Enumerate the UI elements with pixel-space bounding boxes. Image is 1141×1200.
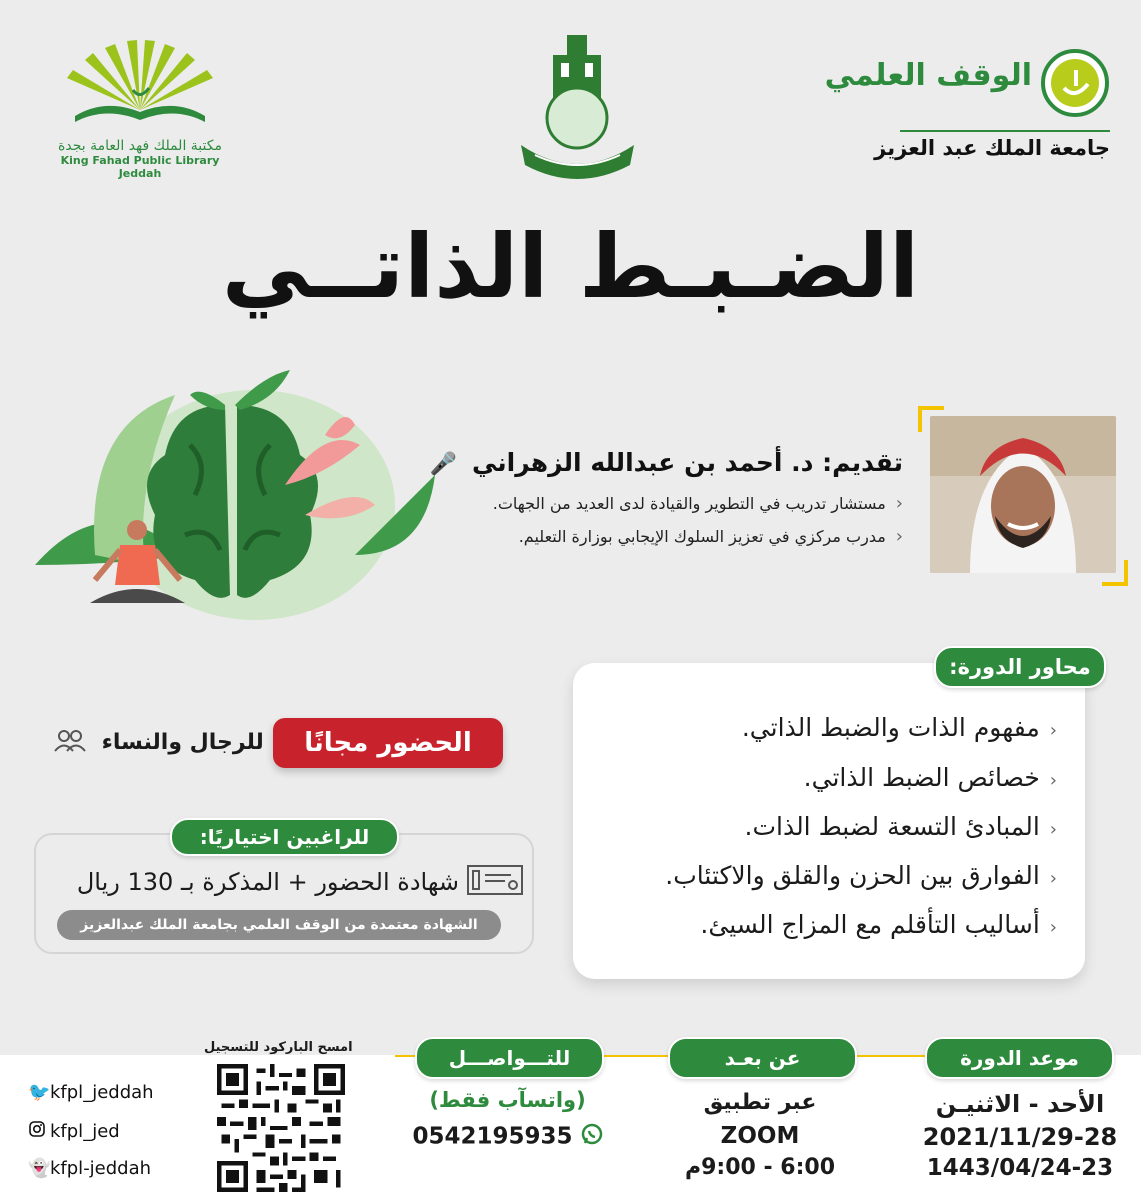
chevron-icon: ‹ [1049, 868, 1057, 889]
snapchat-icon: 👻 [28, 1158, 51, 1179]
social-twitter[interactable]: 🐦kfpl_jeddah [28, 1082, 154, 1103]
certificate-note: الشهادة معتمدة من الوقف العلمي بجامعة الملك عبدالعزيز [57, 910, 501, 940]
library-name-en: King Fahad Public Library Jeddah [60, 154, 220, 180]
presenter-photo [930, 416, 1116, 573]
topic-item-4: ‹الفوارق بين الحزن والقلق والاكتئاب. [665, 861, 1057, 890]
qr-code-icon [217, 1064, 345, 1192]
presenter-name-row [430, 448, 903, 477]
social-snapchat[interactable]: 👻kfpl-jeddah [28, 1158, 152, 1179]
presenter-portrait-icon [930, 416, 1116, 573]
remote-app: ZOOM [720, 1123, 800, 1149]
optional-title: للراغبين اختياريًا: [170, 818, 399, 856]
chevron-icon: ‹ [895, 493, 903, 514]
chevron-icon: ‹ [895, 526, 903, 547]
waqf-emblem-icon [1040, 48, 1110, 118]
topics-title: محاور الدورة: [934, 646, 1106, 688]
registration-qr-code[interactable] [217, 1064, 345, 1192]
audience-label: للرجال والنساء [101, 730, 264, 755]
twitter-icon: 🐦 [28, 1082, 51, 1103]
university-seal [515, 33, 640, 183]
schedule-gregorian: 2021/11/29-28 [922, 1123, 1118, 1151]
remote-label: عن بعـد [668, 1037, 857, 1079]
schedule-days: الأحد - الاثنيـن [935, 1090, 1105, 1118]
waqf-university: جامعة الملك عبد العزيز [874, 136, 1110, 160]
schedule-hijri: 1443/04/24-23 [926, 1155, 1114, 1181]
meditation-brain-icon [25, 365, 445, 625]
microphone-icon: 🎤 [429, 452, 458, 477]
waqf-name: الوقف العلمي [824, 58, 1032, 93]
qr-label: امسح الباركود للتسجيل [204, 1040, 353, 1055]
people-icon [52, 728, 88, 758]
university-seal-icon [515, 33, 640, 183]
chevron-icon: ‹ [1049, 770, 1057, 791]
topic-item-5: ‹أساليب التأقلم مع المزاج السيئ. [700, 910, 1057, 939]
presenter-name: تقديم: د. أحمد بن عبدالله الزهراني [471, 448, 903, 477]
social-instagram[interactable]: kfpl_jed [28, 1121, 120, 1142]
topic-item-1: ‹مفهوم الذات والضبط الذاتي. [741, 713, 1057, 742]
page-title: الضـبـط الذاتــي [221, 215, 920, 318]
waqf-divider [900, 130, 1110, 132]
whatsapp-icon [581, 1123, 603, 1151]
certificate-text: شهادة الحضور + المذكرة بـ 130 ريال [76, 868, 459, 896]
topic-item-3: ‹المبادئ التسعة لضبط الذات. [744, 812, 1057, 841]
contact-label: للتـــواصـــل [415, 1037, 604, 1079]
library-name-ar: مكتبة الملك فهد العامة بجدة [58, 138, 222, 154]
chevron-icon: ‹ [1049, 819, 1057, 840]
presenter-bullet-2: ‹مدرب مركزي في تعزيز السلوك الإيجابي بوزارة التعليم. [518, 526, 903, 547]
schedule-label: موعد الدورة [925, 1037, 1114, 1079]
audience-row [52, 728, 264, 758]
contact-note: (واتسآب فقط) [429, 1088, 586, 1112]
library-sunburst-icon [45, 38, 235, 128]
free-attendance-badge: الحضور مجانًا [273, 718, 503, 768]
chevron-icon: ‹ [1049, 917, 1057, 938]
library-logo [45, 38, 235, 180]
presenter-bullet-1: ‹مستشار تدريب في التطوير والقيادة لدى العديد من الجهات. [492, 493, 903, 514]
remote-via: عبر تطبيق [703, 1090, 817, 1115]
topic-item-2: ‹خصائص الضبط الذاتي. [803, 763, 1057, 792]
chevron-icon: ‹ [1049, 720, 1057, 741]
remote-time: 6:00 - 9:00م [684, 1155, 836, 1180]
waqf-logo [824, 48, 1110, 163]
brain-illustration [25, 365, 445, 625]
contact-phone: 0542195935 [412, 1123, 573, 1150]
certificate-row [77, 865, 523, 901]
contact-phone-row [395, 1123, 620, 1151]
certificate-icon [467, 865, 523, 901]
instagram-icon [28, 1121, 46, 1142]
